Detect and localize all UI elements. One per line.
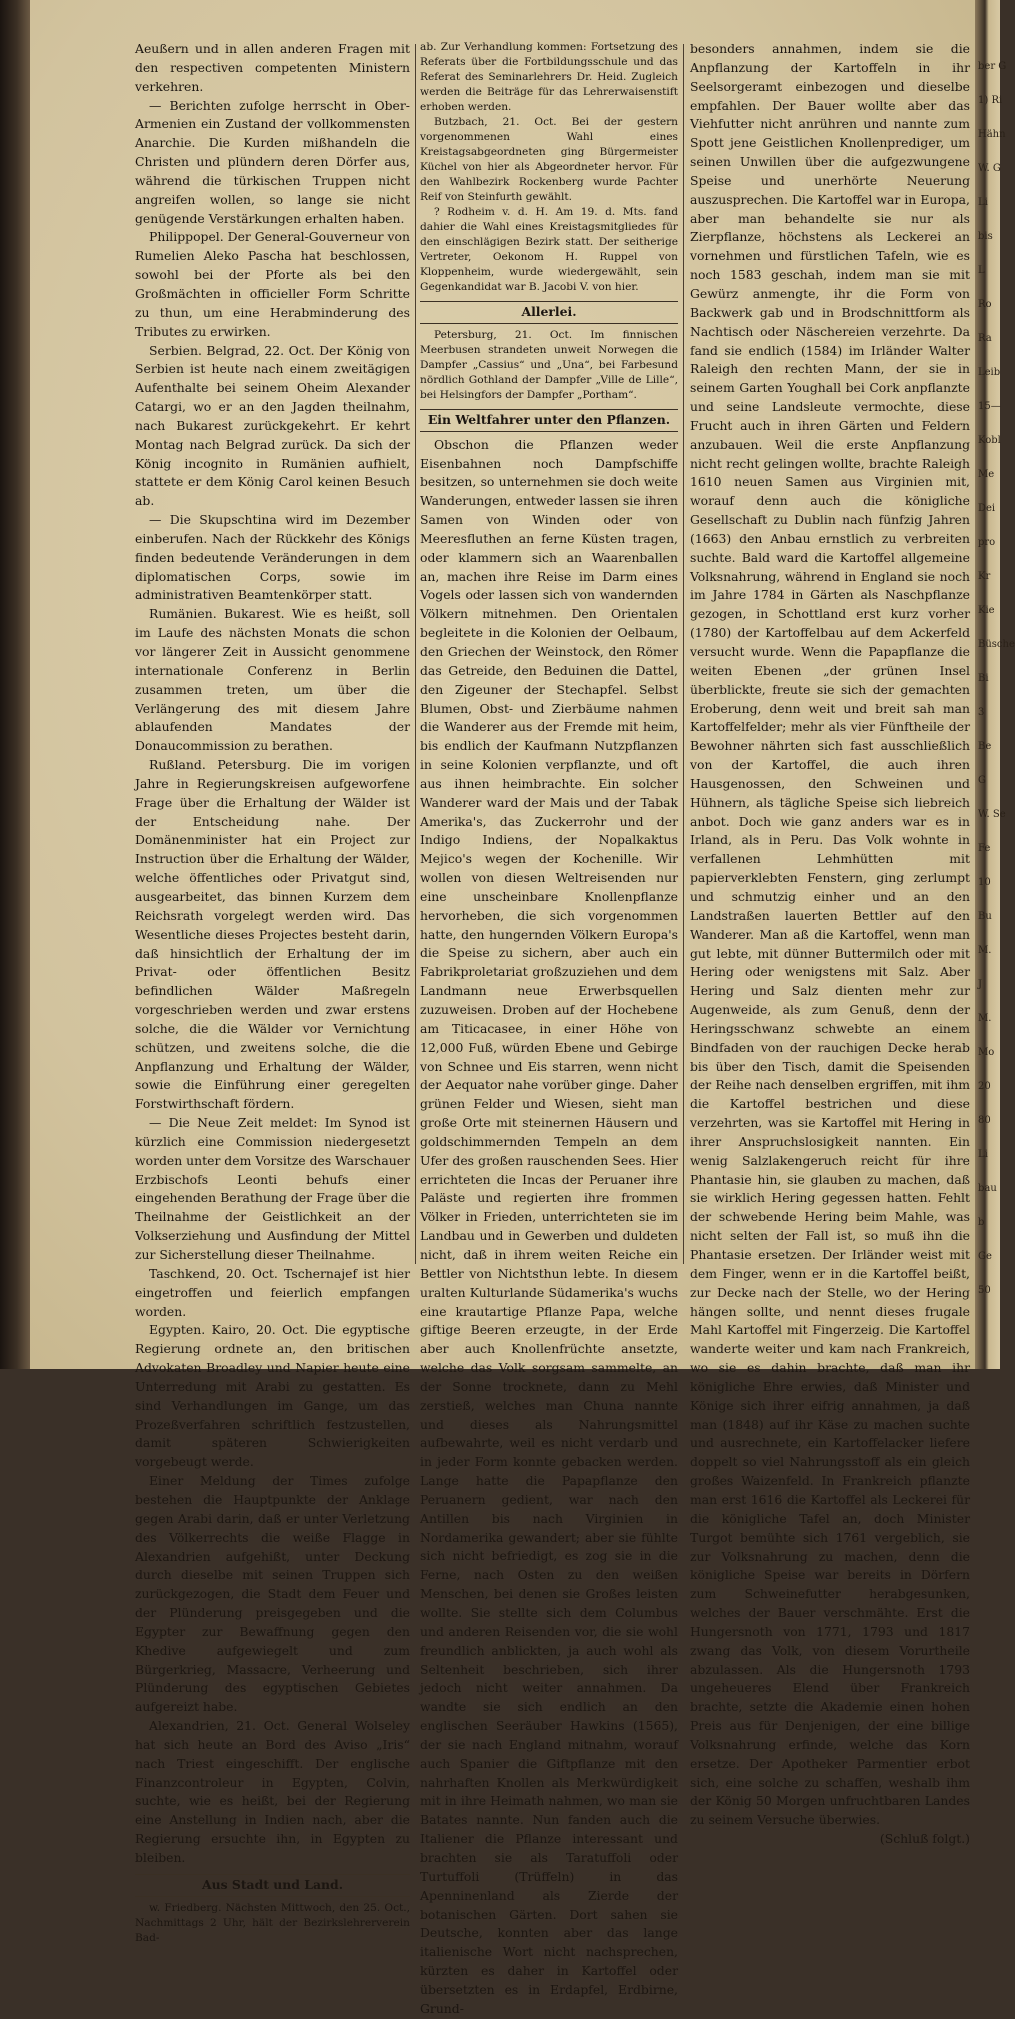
paragraph: Obschon die Pflanzen weder Eisenbahnen noch Dampfschiffe besitzen, so unternehmen sie doch weite Wanderungen, entweder lassen sie ihren Samen von Winden oder von Meeresfluthen an ferne Küsten tragen, oder klammern sich an Waarenballen an, machen ihre Reise im Darm eines Vogels oder lassen sich von wandernden Völkern mitnehmen. Den Orientalen begleitete in die Kolonien der Oelbaum, den Griechen der Weinstock, den Römer das Getreide, den Beduinen die Dattel, den Zigeuner der Stechapfel. Selbst Blumen, Obst- und Zierbäume nahmen die Wanderer aus der Fremde mit heim, bis endlich der Kaufmann Nutzpflanzen in seine Kolonien verpflanzte, und oft aus ihnen heimbrachte. Ein solcher Wanderer ward der Mais und der Tabak Amerika's, das Zuckerrohr und der Indigo Indiens, der Nopalkaktus Mejico's wegen der Kochenille. Wir wollen von diesen Weltreisenden nur eine unscheinbare Knollenpflanze hervorheben, die sich vorgenommen hatte, den hungernden Völkern Europa's die Speise zu sichern, aber auch ein Fabrikproletariat großzuziehen und dem Landmann neue Erwerbsquellen zuzuweisen. Droben auf der Hochebene am Titicacasee, in einer Höhe von 12,000 Fuß, würden Ebene und Gebirge von Schnee und Eis starren, wenn nicht der Aequator nahe vorüber ginge. Daher grünen Felder und Wiesen, sieht man große Orte mit steinernen Häusern und goldschimmernden Tempeln an dem Ufer des großen rauschenden Sees. Hier errichteten die Incas der Peruaner ihre Paläste und regierten ihre frommen Völker in Frieden, unterrichteten sie im Landbau und in Gewerben und duldeten nicht, daß in ihrem weiten Reiche ein Bettler von Nichtsthun lebte. In diesem uralten Kulturlande Südamerika's wuchs eine krautartige Pflanze Papa, welche giftige Beeren erzeugte, in der Erde aber auch Knollenfrüchte ansetzte, welche das Volk sorgsam sammelte, an der Sonne trocknete, dann zu Mehl zerstieß, welches man Chuna nannte und dieses als Nahrungsmittel aufbewahrte, weil es nicht verdarb und in jeder Form konnte gebacken werden. Lange hatte die Papapflanze den Peruanern gedient, war nach den Antillen bis nach Virginien in Nordamerika gewandert; aber sie fühlte sich nicht befriedigt, es zog sie in die Ferne, nach Osten zu den weißen Menschen, bei denen sie Großes leisten wollte. Sie stellte sich dem Columbus und anderen Reisenden vor, die sie wohl freundlich anblickten, ja auch wohl als Seltenheit beschrieben, sich ihrer jedoch nicht weiter annahmen. Da wandte sie sich endlich an den englischen Seeräuber Hawkins (1565), der sie nach England mitnahm, worauf auch Spanier die Giftpflanze mit den nahrhaften Knollen als Merkwürdigkeit mit in ihre Heimath nahmen, wo man sie Batates nannte. Nun fanden auch die Italiener die Pflanze interessant und brachten sie als Taratuffoli oder Turtuffoli (Trüffeln) in das Apenninenland als Zierde der botanischen Gärten. Dort sahen sie Deutsche, konnten aber das lange italienische Wort nicht nachsprechen, kürzten es daher in Kartoffel oder übersetzten es in Erdapfel, Erdbirne, Grund- [420, 436, 678, 2016]
paragraph: ? Rodheim v. d. H. Am 19. d. Mts. fand dahier die Wahl eines Kreistagsmitgliedes für den einschlägigen Bezirk statt. Der seitherige Vertreter, Oekonom H. Ruppel von Kloppenheim, wurde wiedergewählt, sein Gegenkandidat war B. Jacobi V. von hier. [420, 206, 678, 293]
book-binding [0, 0, 30, 1369]
section-heading: Aus Stadt und Land. [135, 1874, 410, 1897]
edge-text-fragment: Li [978, 1149, 988, 1160]
edge-text-fragment: W. Se [978, 809, 1006, 820]
column-3 [690, 40, 970, 1847]
continuation-note: (Schluß folgt.) [879, 1831, 970, 1847]
paragraph: Einer Meldung der Times zufolge bestehen die Hauptpunkte der Anklage gegen Arabi darin, daß er unter Verletzung des Völkerrechts die weiße Flagge in Alexandrien aufgehißt, unter Deckung durch dieselbe mit seinen Truppen sich zurückgezogen, die Stadt dem Feuer und der Plünderung preisgegeben und die Egypter zur Bewaffnung gegen den Khedive aufgewiegelt und zum Bürgerkrieg, Massacre, Verheerung und Plünderung des egyptischen Gebietes aufgereizt habe. [135, 1473, 410, 1715]
edge-text-fragment: bis [978, 231, 993, 242]
edge-text-fragment: Li [978, 197, 988, 208]
paragraph: w. Friedberg. Nächsten Mittwoch, den 25. Oct., Nachmittags 2 Uhr, hält der Bezirkslehrerverein Bad- [135, 1901, 410, 1944]
edge-text-fragment: 80 [978, 1115, 991, 1126]
edge-text-fragment: Hähn [978, 129, 1006, 140]
paragraph: besonders annahmen, indem sie die Anpflanzung der Kartoffeln in ihr Seelsorgeramt einbezogen und dieselbe empfahlen. Der Bauer wollte aber das Viehfutter nicht anrühren und nannte zum Spott jene Geistlichen Knollenprediger, um seinen Unwillen über die aufgezwungene Speise und unerhörte Neuerung auszusprechen. Die Kartoffel war in Europa, aber man behandelte sie nur als Zierpflanze, höchstens als Leckerei an vornehmen und fürstlichen Tafeln, wie es noch 1583 geschah, indem man sie mit Gewürz anmengte, ihr die Form von Backwerk gab und in Brodschnittform als Nachtisch oder Näschereien verzehrte. Da fand sie endlich (1584) im Irländer Walter Raleigh den rechten Mann, der sie in seinem Garten Youghall bei Cork anpflanzte und seine Landsleute vermochte, diese Frucht auch in ihren Gärten und Feldern anzubauen. Weil die erste Anpflanzung nicht recht gelingen wollte, brachte Raleigh 1610 neuen Samen aus Virginien mit, worauf denn auch die königliche Gesellschaft zu Dublin nach fünfzig Jahren (1663) den Anbau ernstlich zu verbreiten suchte. Bald ward die Kartoffel allgemeine Volksnahrung, während in England sie noch im Jahre 1784 in Gärten als Naschpflanze gezogen, in Schottland erst kurz vorher (1780) der Kartoffelbau auf dem Ackerfeld versucht wurde. Wenn die Papapflanze die weiten Ebenen „der grünen Insel überblickte, freute sie sich der gemachten Eroberung, denn weit und breit sah man Kartoffelfelder; mehr als vier Fünftheile der Bewohner nährten sich fast ausschließlich von der Kartoffel, die auch ihren Hausgenossen, den Schweinen und Hühnern, als tägliche Speise sich liebreich anbot. Doch wie ganz anders war es in Irland, als in Peru. Das Volk wohnte in verfallenen Lehmhütten mit papierverklebten Fenstern, ging zerlumpt und schmutzig einher und an den Landstraßen lauerten Bettler auf den Wanderer. Man aß die Kartoffel, wenn man gut lebte, mit dünner Buttermilch oder mit Hering oder wenigstens mit Salz. Aber Hering und Salz dienten mehr zur Augenweide, als zum Genuß, denn der Heringsschwanz schwebte an einem Bindfaden von der rauchigen Decke herab bis über den Tisch, damit die Speisenden der Reihe nach denselben ergriffen, mit ihm die Kartoffel bestrichen und diese verzehrten, was sie Kartoffel mit Hering in ihrer Anspruchslosigkeit nannten. Ein wenig Salzlakengeruch reicht für ihre Phantasie hin, sie glauben zu machen, daß sie wirklich Hering gegessen hatten. Fehlt der schwebende Hering beim Mahle, was nicht selten der Fall ist, so muß ihn die Phantasie ersetzen. Der Irländer weist mit dem Finger, wenn er in die Kartoffel beißt, zur Decke nach der Stelle, wo der Hering hängen sollte, und nennt dieses frugale Mahl Kartoffel mit Fingerzeig. Die Kartoffel wanderte weiter und kam nach Frankreich, wo sie es dahin brachte, daß man ihr königliche Ehre erwies, daß Minister und Könige sich ihrer eifrig annahmen, ja daß man (1848) auf ihr Käse zu machen suchte und ausrechnete, ein Kartoffelacker liefere doppelt so viel Nahrungsstoff als ein gleich großes Waizenfeld. In Frankreich pflanzte man erst 1616 die Kartoffel als Leckerei für die königliche Tafel an, doch Minister Turgot bemühte sich 1761 vergeblich, sie zur Volksnahrung zu machen, denn die königliche Speise war bereits in Dörfern zum Schweinefutter herabgesunken, welches der Bauer verschmähte. Erst die Hungersnoth von 1771, 1793 und 1817 zwang das Volk, von diesem Vorurtheile abzulassen. Als die Hungersnoth 1793 ungeheueres Elend über Frankreich brachte, setzte die Akademie einen hohen Preis aus für Denjenigen, der eine billige Volksnahrung erfinde, welche das Korn ersetze. Der Apotheker Parmentier erbot sich, eine solche zu schaffen, weshalb ihm der König 50 Morgen unfruchtbaren Landes zu seinem Versuche überwies. [690, 41, 970, 1828]
edge-text-fragment: 50 [978, 1285, 991, 1296]
edge-text-fragment: J [978, 979, 983, 990]
edge-text-fragment: Kie [978, 605, 995, 616]
article-title: Ein Weltfahrer unter den Pflanzen. [420, 409, 678, 432]
edge-text-fragment: Be [978, 741, 992, 752]
edge-text-fragment: Ge [978, 1251, 992, 1262]
paragraph: Alexandrien, 21. Oct. General Wolseley hat sich heute an Bord des Aviso „Iris“ nach Triest eingeschifft. Der englische Finanzcontroleur in Egypten, Colvin, suchte, wie es heißt, bei der Regierung eine Anstellung in Indien nach, aber die Regierung ersuchte ihn, in Egypten zu bleiben. [135, 1718, 410, 1865]
edge-text-fragment: Ro [978, 299, 992, 310]
edge-text-fragment: ber G [978, 61, 1007, 72]
edge-text-fragment: Me [978, 469, 995, 480]
edge-text-fragment: M. [978, 1013, 992, 1024]
edge-text-fragment: Bi [978, 673, 989, 684]
edge-text-fragment: bau [978, 1183, 997, 1194]
edge-text-fragment: Büsche [978, 639, 1015, 650]
paragraph: Rußland. Petersburg. Die im vorigen Jahre in Regierungskreisen aufgeworfene Frage über die Erhaltung der Wälder ist der Entscheidung nahe. Der Domänenminister hat ein Project zur Instruction über die Erhaltung der Wälder, welche öffentliches oder Privatgut sind, ausgearbeitet, das binnen Kurzem dem Reichsrath vorgelegt werden wird. Das Wesentliche dieses Projectes besteht darin, daß hinsichtlich der Erhaltung der im Privat- oder öffentlichen Besitz befindlichen Wälder Maßregeln vorgeschrieben werden und zwar erstens solche, die die Wälder vor Vernichtung schützen, und zweitens solche, die die Anpflanzung und Erhaltung der Wälder, sowie die Einführung einer geregelten Forstwirthschaft fördern. [135, 757, 410, 1112]
edge-text-fragment: Dei [978, 503, 996, 514]
edge-text-fragment: Leib [978, 367, 1001, 378]
column-rule [683, 44, 684, 1264]
edge-text-fragment: Kr [978, 571, 991, 582]
paragraph: Philippopel. Der General-Gouverneur von Rumelien Aleko Pascha hat beschlossen, sowohl bei der Pforte als bei den Großmächten in officieller Form Schritte zu thun, um eine Herabminderung des Tributes zu erwirken. [135, 229, 410, 339]
edge-text-fragment: L [978, 265, 985, 276]
edge-text-fragment: M. [978, 945, 992, 956]
paragraph: Egypten. Kairo, 20. Oct. Die egyptische Regierung ordnete an, den britischen Advokaten Broadley und Napier heute eine Unterredung mit Arabi zu gestatten. Es sind Verhandlungen im Gange, um das Prozeßverfahren schriftlich festzustellen, damit späteren Schwierigkeiten vorgebeugt werde. [135, 1322, 410, 1470]
paragraph: Rumänien. Bukarest. Wie es heißt, soll im Laufe des nächsten Monats die schon vor längerer Zeit in Aussicht genommene internationale Conferenz in Berlin zusammen treten, um über die Verlängerung des mit diesem Jahre ablaufenden Mandates der Donaucommission zu berathen. [135, 606, 410, 754]
edge-text-fragment: Kobl [978, 435, 1001, 446]
edge-text-fragment: Bu [978, 911, 992, 922]
paragraph: Taschkend, 20. Oct. Tschernajef ist hier eingetroffen und feierlich empfangen worden. [135, 1265, 410, 1319]
edge-text-fragment: 20 [978, 1081, 991, 1092]
paragraph: — Berichten zufolge herrscht in Ober-Armenien ein Zustand der vollkommensten Anarchie. Die Kurden mißhandeln die Christen und plündern deren Dörfer aus, während die türkischen Truppen nicht angreifen wollen, so lange sie nicht genügende Verstärkungen erhalten haben. [135, 97, 410, 226]
edge-text-fragment: Mo [978, 1047, 995, 1058]
column-1 [135, 40, 410, 1944]
edge-text-fragment: Fe [978, 843, 991, 854]
paragraph: ab. Zur Verhandlung kommen: Fortsetzung des Referats über die Fortbildungsschule und das Referat des Seminarlehrers Dr. Heid. Zugleich werden die Beiträge für das Lehrerwaisenstift erhoben werden. [420, 41, 678, 113]
edge-text-fragment: Ra [978, 333, 992, 344]
column-rule [415, 44, 416, 1264]
adjacent-page-edge [975, 0, 1015, 1369]
paragraph: — Die Skupschtina wird im Dezember einberufen. Nach der Rückkehr des Königs finden bedeutende Veränderungen in dem diplomatischen Corps, sowie im administrativen Beamtenkörper statt. [135, 512, 410, 603]
paragraph: Petersburg, 21. Oct. Im finnischen Meerbusen strandeten unweit Norwegen die Dampfer „Cassius“ und „Una“, bei Farbesund nördlich Gothland der Dampfer „Ville de Lille“, bei Helsingfors der Dampfer „Portham“. [420, 328, 678, 401]
column-2 [420, 40, 678, 2016]
section-heading: Allerlei. [420, 301, 678, 324]
paragraph: Aeußern und in allen anderen Fragen mit den respectiven competenten Ministern verkehren. [135, 41, 410, 94]
edge-text-fragment: b [978, 1217, 985, 1228]
edge-text-fragment: 15— [978, 401, 1001, 412]
paragraph: Serbien. Belgrad, 22. Oct. Der König von Serbien ist heute nach einem zweitägigen Aufenthalte bei seinem Oheim Alexander Catargi, wo er an den Jagden theilnahm, nach Bukarest zurückgekehrt. Er kehrt Montag nach Belgrad zurück. Da sich der König incognito in Rumänien aufhielt, stattete er dem König Carol keinen Besuch ab. [135, 342, 410, 509]
edge-text-fragment: 1) Ri [978, 95, 1003, 106]
paragraph: Butzbach, 21. Oct. Bei der gestern vorgenommenen Wahl eines Kreistagsabgeordneten ging Bürgermeister Küchel von hier als Abgeordneter hervor. Für den Wahlbezirk Rockenberg wurde Pachter Reif von Steinfurth gewählt. [420, 116, 678, 203]
edge-text-fragment: 3 [978, 707, 985, 718]
edge-text-fragment: G [978, 775, 986, 786]
paragraph: — Die Neue Zeit meldet: Im Synod ist kürzlich eine Commission niedergesetzt worden unter dem Vorsitze des Warschauer Erzbischofs Leonti behufs einer eingehenden Berathung der Frage über die Theilnahme der Geistlichkeit an der Volkserziehung und Ausfindung der Mittel zur Sicherstellung dieser Theilnahme. [135, 1115, 410, 1262]
edge-text-fragment: 10 [978, 877, 991, 888]
edge-text-fragment: pro [978, 537, 996, 548]
edge-text-fragment: W. G [978, 163, 1001, 174]
